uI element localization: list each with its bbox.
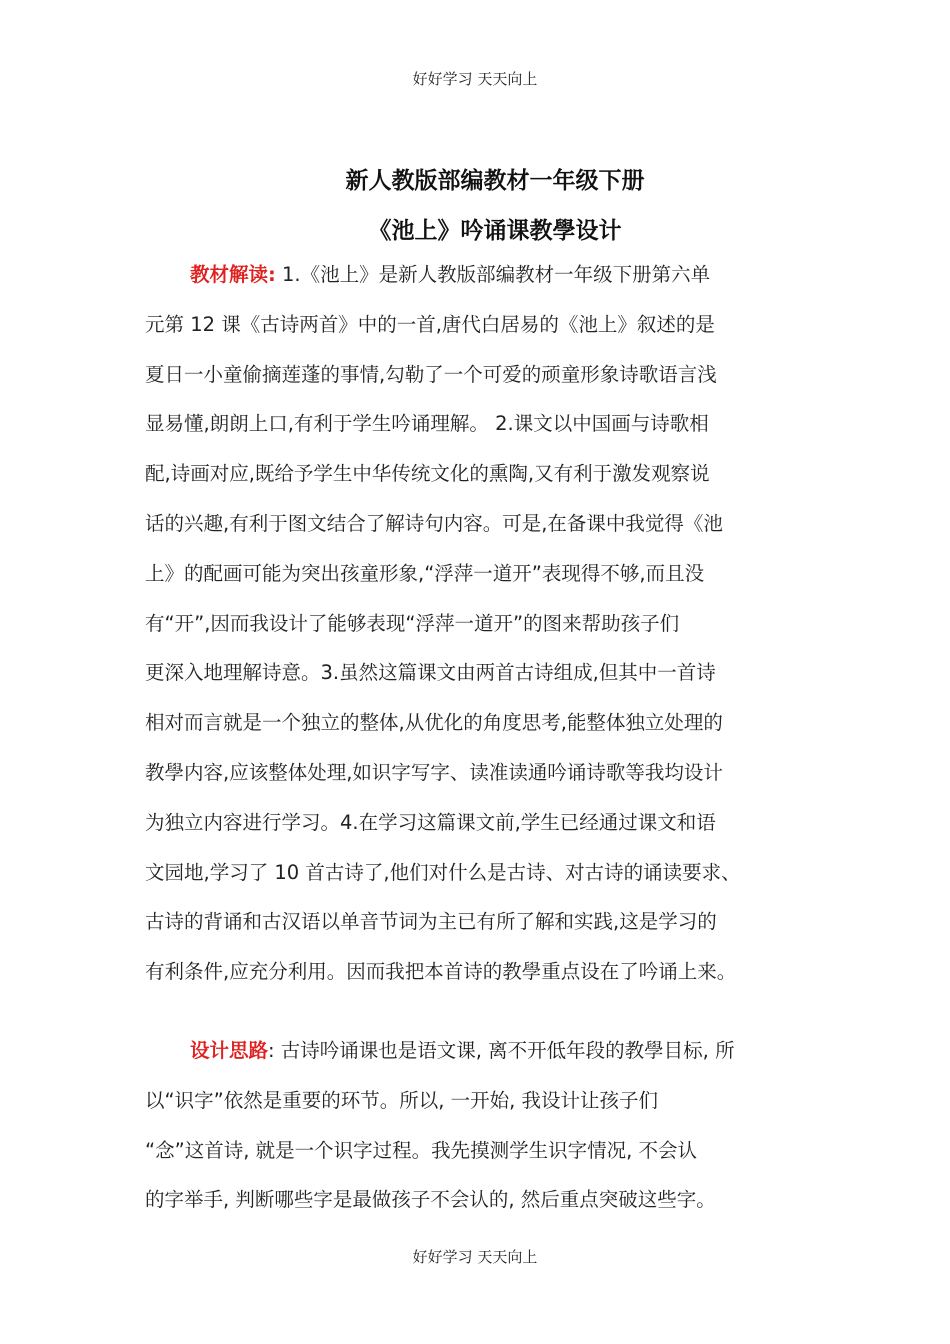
paragraph-text: : 古诗吟诵课也是语文课, 离不开低年段的教學目标, 所 (268, 1039, 735, 1062)
section-label: 设计思路 (190, 1039, 269, 1062)
paragraph-line: 文园地,学习了 10 首古诗了,他们对什么是古诗、对古诗的诵读要求、 (145, 860, 741, 884)
page-footer: 好好学习 天天向上 (412, 1248, 538, 1266)
paragraph-line: 有利条件,应充分利用。因而我把本首诗的教學重点设在了吟诵上来。 (145, 960, 737, 984)
paragraph-line: 以“识字”依然是重要的环节。所以, 一开始, 我设计让孩子们 (145, 1088, 658, 1112)
paragraph-line: 相对而言就是一个独立的整体,从优化的角度思考,能整体独立处理的 (145, 711, 723, 735)
page-header: 好好学习 天天向上 (412, 70, 538, 88)
paragraph-line: 教學内容,应该整体处理,如识字写字、读准读通吟诵诗歌等我均设计 (145, 760, 723, 784)
paragraph-line: 配,诗画对应,既给予学生中华传统文化的熏陶,又有利于激发观察说 (145, 462, 710, 486)
document-title: 新人教版部编教材一年级下册 (345, 167, 645, 194)
section-label: 教材解读: (190, 263, 276, 286)
paragraph-line: 古诗的背诵和古汉语以单音节词为主已有所了解和实践,这是学习的 (145, 910, 717, 934)
paragraph-line: 有“开”,因而我设计了能够表现“浮萍一道开”的图来帮助孩子们 (145, 611, 680, 635)
paragraph-line: “念”这首诗, 就是一个识字过程。我先摸测学生识字情况, 不会认 (145, 1138, 697, 1162)
paragraph-text: 1.《池上》是新人教版部编教材一年级下册第六单 (275, 263, 711, 286)
paragraph-line: 显易懂,朗朗上口,有利于学生吟诵理解。 2.课文以中国画与诗歌相 (145, 412, 709, 436)
paragraph-line: 的字举手, 判断哪些字是最做孩子不会认的, 然后重点突破这些字。 (145, 1188, 716, 1212)
paragraph-line: 元第 12 课《古诗两首》中的一首,唐代白居易的《池上》叙述的是 (145, 312, 715, 336)
paragraph-line: 为独立内容进行学习。4.在学习这篇课文前,学生已经通过课文和语 (145, 810, 716, 834)
paragraph-line (145, 250, 817, 300)
paragraph-line (145, 1026, 817, 1076)
section-textbook-analysis (145, 250, 817, 997)
paragraph-line: 话的兴趣,有利于图文结合了解诗句内容。可是,在备课中我觉得《池 (145, 511, 723, 535)
paragraph-line: 更深入地理解诗意。3.虽然这篇课文由两首古诗组成,但其中一首诗 (145, 661, 716, 685)
paragraph-line: 夏日一小童偷摘莲蓬的事情,勾勒了一个可爱的顽童形象诗歌语言浅 (145, 362, 717, 386)
document-subtitle: 《池上》吟诵课教學设计 (368, 217, 622, 244)
paragraph-line: 上》的配画可能为突出孩童形象,“浮萍一道开”表现得不够,而且没 (145, 561, 705, 585)
section-design-idea (145, 1026, 817, 1225)
